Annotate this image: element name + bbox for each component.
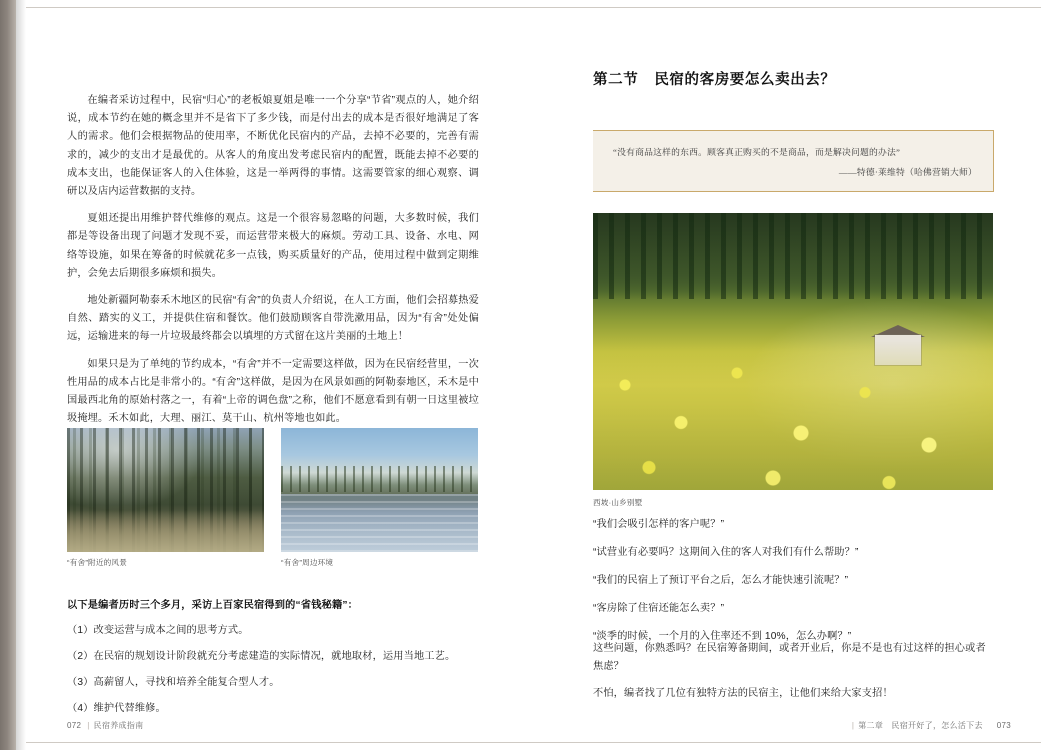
- canola-field-villa-photo: [593, 213, 993, 490]
- pull-quote-text: “没有商品这样的东西。顾客真正购买的不是商品，而是解决问题的办法”: [613, 147, 901, 157]
- pull-quote-box: [593, 130, 994, 192]
- list-item: “客房除了住宿还能怎么卖？”: [593, 603, 725, 614]
- list-item: （3）高薪留人，寻找和培养全能复合型人才。: [67, 677, 280, 688]
- page-title: 民宿的客房要怎么卖出去？: [654, 72, 836, 88]
- folio-divider: |: [87, 721, 90, 730]
- left-folio: [67, 720, 143, 731]
- pull-quote-attribution: ——特德·莱维特（哈佛营销大师）: [838, 167, 977, 177]
- left-page-number: 072: [67, 721, 82, 730]
- list-title: 以下是编者历时三个多月，采访上百家民宿得到的“省钱秘籍”：: [67, 600, 359, 611]
- question-list: [593, 516, 993, 656]
- paragraph: 夏姐还提出用维护替代维修的观点。这是一个很容易忽略的问题，大多数时候，我们都是等设备出现了问题才发现不妥，而运营带来极大的麻烦。劳动工具、设备、水电、网络等设施，如果在筹备的时候就花多一点钱，购买质量好的产品，使用过程中做到定期维护，会免去后期很多麻烦和损失。: [67, 213, 479, 279]
- money-saving-list: [67, 596, 479, 726]
- list-item: （4）维护代替维修。: [67, 703, 166, 714]
- list-item: “淡季的时候，一个月的入住率还不到 10%，怎么办啊？”: [593, 631, 852, 642]
- right-page: [530, 8, 1041, 742]
- left-body-column: [67, 92, 479, 437]
- list-item: “我们的民宿上了预订平台之后，怎么才能快速引流呢？”: [593, 575, 849, 586]
- forest-canopy: [593, 213, 993, 299]
- section-label: 第二节: [593, 72, 639, 88]
- river-photo: [281, 428, 478, 552]
- section-heading: [593, 68, 836, 89]
- forest-photo: [67, 428, 264, 552]
- closing-paragraphs: [593, 640, 993, 713]
- gutter-shadow-bar: [0, 0, 16, 750]
- chapter-title: 第二章 民宿开好了，怎么活下去: [858, 721, 983, 730]
- left-photo-row: [67, 428, 479, 568]
- book-title: 民宿养成指南: [93, 721, 144, 730]
- list-item: “试营业有必要吗？这期间入住的客人对我们有什么帮助？”: [593, 547, 859, 558]
- paragraph: 这些问题，你熟悉吗？在民宿筹备期间，或者开业后，你是不是也有过这样的担心或者焦虑？: [593, 643, 986, 672]
- canola-flowers: [593, 340, 993, 490]
- right-page-number: 073: [996, 721, 1011, 730]
- list-item: （1）改变运营与成本之间的思考方式。: [67, 625, 249, 636]
- left-page: [26, 8, 521, 742]
- paragraph: 如果只是为了单纯的节约成本，“有舍”并不一定需要这样做，因为在民宿经营里，一次性用品的成本占比是非常小的。“有舍”这样做，是因为在风景如画的阿勒泰地区，禾木是中国最西北角的原始村落之一，有着“上帝的调色盘”之称，他们不愿意看到有朝一日这里被垃圾掩埋。禾木如此，大理、丽江、莫干山、杭州等地也如此。: [67, 358, 479, 425]
- forest-photo-caption: “有舍”附近的风景: [67, 558, 128, 567]
- hero-photo-caption: 西坡·山乡别墅: [593, 498, 643, 507]
- forest-photo-block: [67, 428, 264, 568]
- folio-divider: |: [851, 721, 855, 730]
- list-item: “我们会吸引怎样的客户呢？”: [593, 519, 725, 530]
- gutter-gradient: [16, 0, 26, 750]
- paragraph: 在编者采访过程中，民宿“归心”的老板娘夏姐是唯一一个分享“节省”观点的人，她介绍说，成本节约在她的概念里并不是省下了多少钱，而是付出去的成本是否很好地满足了客人的需求。他们会根据物品的使用率，不断优化民宿内的产品，去掉不必要的，完善有需求的，减少的支出才是最优的。从客人的角度出发考虑民宿内的配置，既能去掉不必要的成本支出，也能保证客人的入住体验，这是一举两得的事情。这需要管家的细心观察、调研以及店内运营数据的支持。: [67, 95, 479, 198]
- page-rule-bottom: [26, 742, 1041, 743]
- paragraph: 不怕，编者找了几位有独特方法的民宿主，让他们来给大家支招！: [593, 688, 893, 700]
- river-photo-block: [281, 428, 478, 568]
- right-folio: [852, 720, 1011, 731]
- list-item: （2）在民宿的规划设计阶段就充分考虑建造的实际情况，就地取材，运用当地工艺。: [67, 651, 456, 662]
- river-photo-caption: “有舍”周边环境: [281, 558, 334, 567]
- paragraph: 地处新疆阿勒泰禾木地区的民宿“有舍”的负责人介绍说，在人工方面，他们会招募热爱自然、踏实的义工，并提供住宿和餐饮。他们鼓励顾客自带洗漱用品，因为“有舍”处处偏远，运输进来的每一片垃圾最终都会以填埋的方式留在这片美丽的土地上！: [67, 295, 479, 343]
